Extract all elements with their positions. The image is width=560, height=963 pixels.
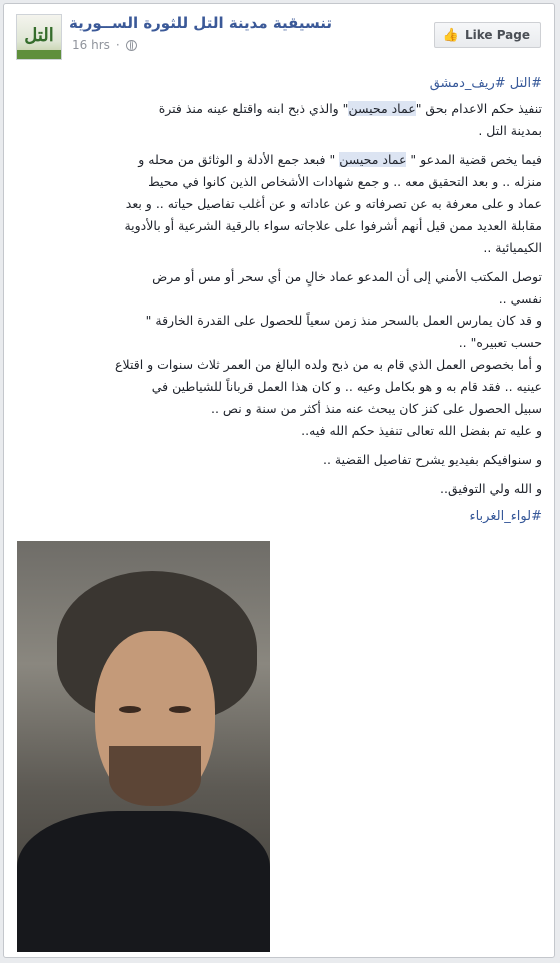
post-card	[3, 3, 555, 958]
text-line: حسب تعبيره" ..	[458, 335, 542, 350]
paragraph-4	[22, 449, 542, 471]
page-avatar[interactable]	[16, 14, 62, 60]
text-line: مقابلة العديد ممن قيل أنهم أشرفوا على علاجاته سواء بالرقية الشرعية أو بالأدوية	[124, 218, 542, 233]
text-line: و أما بخصوص العمل الذي قام به من ذبح ولده البالغ من العمر ثلاث سنوات و اقتلاع	[115, 357, 542, 372]
page-name-link[interactable]: تنسيقية مدينة التل للثورة الســورية	[69, 14, 332, 32]
text-line: توصل المكتب الأمني إلى أن المدعو عماد خالٍ من أي سحر أو مس أو مرض	[152, 269, 542, 284]
text-line: بمدينة التل .	[478, 123, 542, 138]
text-line: و سنوافيكم بفيديو يشرح تفاصيل القضية ..	[322, 452, 542, 467]
paragraph-3	[22, 266, 542, 442]
paragraph-2	[22, 149, 542, 259]
photo-eye	[119, 706, 141, 713]
text-line: عماد و على معرفة به عن تصرفاته و عن عاداته و عن أغلب تفاصيل حياته .. و بعد	[125, 196, 542, 211]
globe-icon[interactable]	[126, 40, 137, 51]
photo-shirt	[17, 811, 270, 952]
text-line: الكيميائية ..	[483, 240, 542, 255]
text-line: نفسي ..	[498, 291, 542, 306]
paragraph-5	[22, 478, 542, 500]
text-line: و عليه تم بفضل الله تعالى تنفيذ حكم الله فيه..	[301, 423, 542, 438]
text-line: منزله .. و بعد التحقيق معه .. و جمع شهادات الأشخاص الذين كانوا في محيط	[148, 174, 542, 189]
avatar-logo-text: التل	[24, 25, 54, 46]
like-page-label: Like Page	[464, 28, 530, 42]
text-line: فيما يخص قضية المدعو " عماد محيسن " فبعد جمع الأدلة و الوثائق من محله و	[138, 152, 542, 167]
text-line: و الله ولي التوفيق..	[440, 481, 542, 496]
post-header	[4, 4, 554, 68]
avatar-stripe	[17, 50, 61, 59]
hashtag-link[interactable]: #لواء_الغرباء	[469, 509, 542, 524]
thumbs-up-icon: 👍	[442, 27, 459, 43]
highlighted-name: عماد محيسن	[339, 152, 407, 167]
footer-hashtag-row	[22, 507, 542, 527]
post-meta	[72, 38, 137, 52]
post-body	[22, 74, 542, 531]
photo-beard	[109, 746, 201, 806]
meta-separator: ·	[115, 38, 120, 52]
post-photo[interactable]	[17, 541, 270, 952]
like-page-button[interactable]	[434, 22, 541, 48]
hashtag-row	[22, 74, 542, 94]
text-line: سبيل الحصول على كنز كان يبحث عنه منذ أكثر من سنة و نص ..	[210, 401, 542, 416]
paragraph-1	[22, 98, 542, 142]
text-line: تنفيذ حكم الاعدام بحق "عماد محيسن" والذي ذبح ابنه واقتلع عينه منذ فترة	[158, 101, 542, 116]
text-line: عينيه .. فقد قام به و هو بكامل وعيه .. و كان هذا العمل قرباناً للشياطين في	[151, 379, 542, 394]
text-line: و قد كان يمارس العمل بالسحر منذ زمن سعياً للحصول على القدرة الخارقة "	[145, 313, 542, 328]
highlighted-name: عماد محيسن	[348, 101, 416, 116]
photo-eye	[169, 706, 191, 713]
hashtag-link[interactable]: #التل	[509, 76, 542, 91]
post-time[interactable]: 16 hrs	[72, 38, 110, 52]
hashtag-link[interactable]: #ريف_دمشق	[429, 76, 506, 91]
